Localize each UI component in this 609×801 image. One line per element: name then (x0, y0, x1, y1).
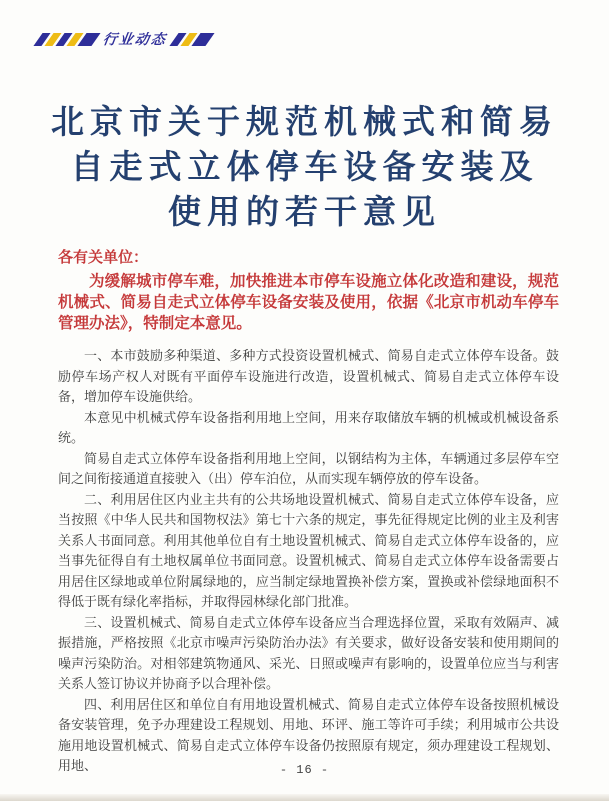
section-banner (38, 31, 210, 47)
paragraph-3: 简易自走式立体停车设备指利用地上空间，以钢结构为主体，车辆通过多层停车空间之间衔接通道直接驶入（出）停车泊位，从而实现车辆停放的停车设备。 (58, 450, 559, 487)
document-body (0, 247, 609, 777)
salutation: 各有关单位： (58, 249, 149, 266)
section-label: 行业动态 (101, 31, 169, 47)
paragraph-5: 三、设置机械式、简易自走式立体停车设备应当合理选择位置，采取有效隔声、减振措施，严格按照《北京市噪声污染防治办法》有关要求，做好设备安装和使用期间的噪声污染防治。对相邻建筑物通风、采光、日照或噪声有影响的，设置单位应当与利害关系人签订协议并协商予以合理补偿。 (58, 614, 559, 692)
paragraph-list (58, 346, 559, 777)
stripes-right-icon (174, 33, 210, 46)
document-title (0, 101, 609, 236)
scan-edge-shadow (0, 794, 609, 801)
paragraph-1: 一、本市鼓励多种渠道、多种方式投资设置机械式、简易自走式立体停车设备。鼓励停车场产权人对既有平面停车设施进行改造，设置机械式、简易自走式立体停车设备，增加停车设施供给。 (58, 348, 559, 405)
document-title-line-1: 北京市关于规范机械式和简易 (51, 105, 558, 141)
stripes-left-icon (38, 33, 96, 46)
intro-paragraph: 为缓解城市停车难，加快推进本市停车设施立体化改造和建设，规范机械式、简易自走式立体停车设备安装及使用，依据《北京市机动车停车管理办法》，特制定本意见。 (58, 273, 559, 332)
paragraph-6: 四、利用居住区和单位自有用地设置机械式、简易自走式立体停车设备按照机械设备安装管理，免予办理建设工程规划、用地、环评、施工等许可手续；利用城市公共设施用地设置机械式、简易自走式立体停车设备仍按照原有规定，须办理建设工程规划、用地、 (58, 696, 559, 774)
document-title-line-2: 自走式立体停车设备安装及 (70, 150, 539, 186)
paragraph-4: 二、利用居住区内业主共有的公共场地设置机械式、简易自走式立体停车设备，应当按照《中华人民共和国物权法》第七十六条的规定，事先征得规定比例的业主及利害关系人书面同意。利用其他单位自有土地设置机械式、简易自走式立体停车设备的，应当事先征得自有土地权属单位书面同意。设置机械式、简易自走式立体停车设备需要占用居住区绿地或单位附属绿地的，应当制定绿地置换补偿方案，置换或补偿绿地面积不得低于既有绿化率指标，并取得园林绿化部门批准。 (58, 491, 559, 610)
paragraph-2: 本意见中机械式停车设备指利用地上空间，用来存取储放车辆的机械或机械设备系统。 (58, 409, 559, 446)
document-title-line-3: 使用的若干意见 (168, 195, 441, 231)
page-number: - 16 - (279, 763, 330, 777)
